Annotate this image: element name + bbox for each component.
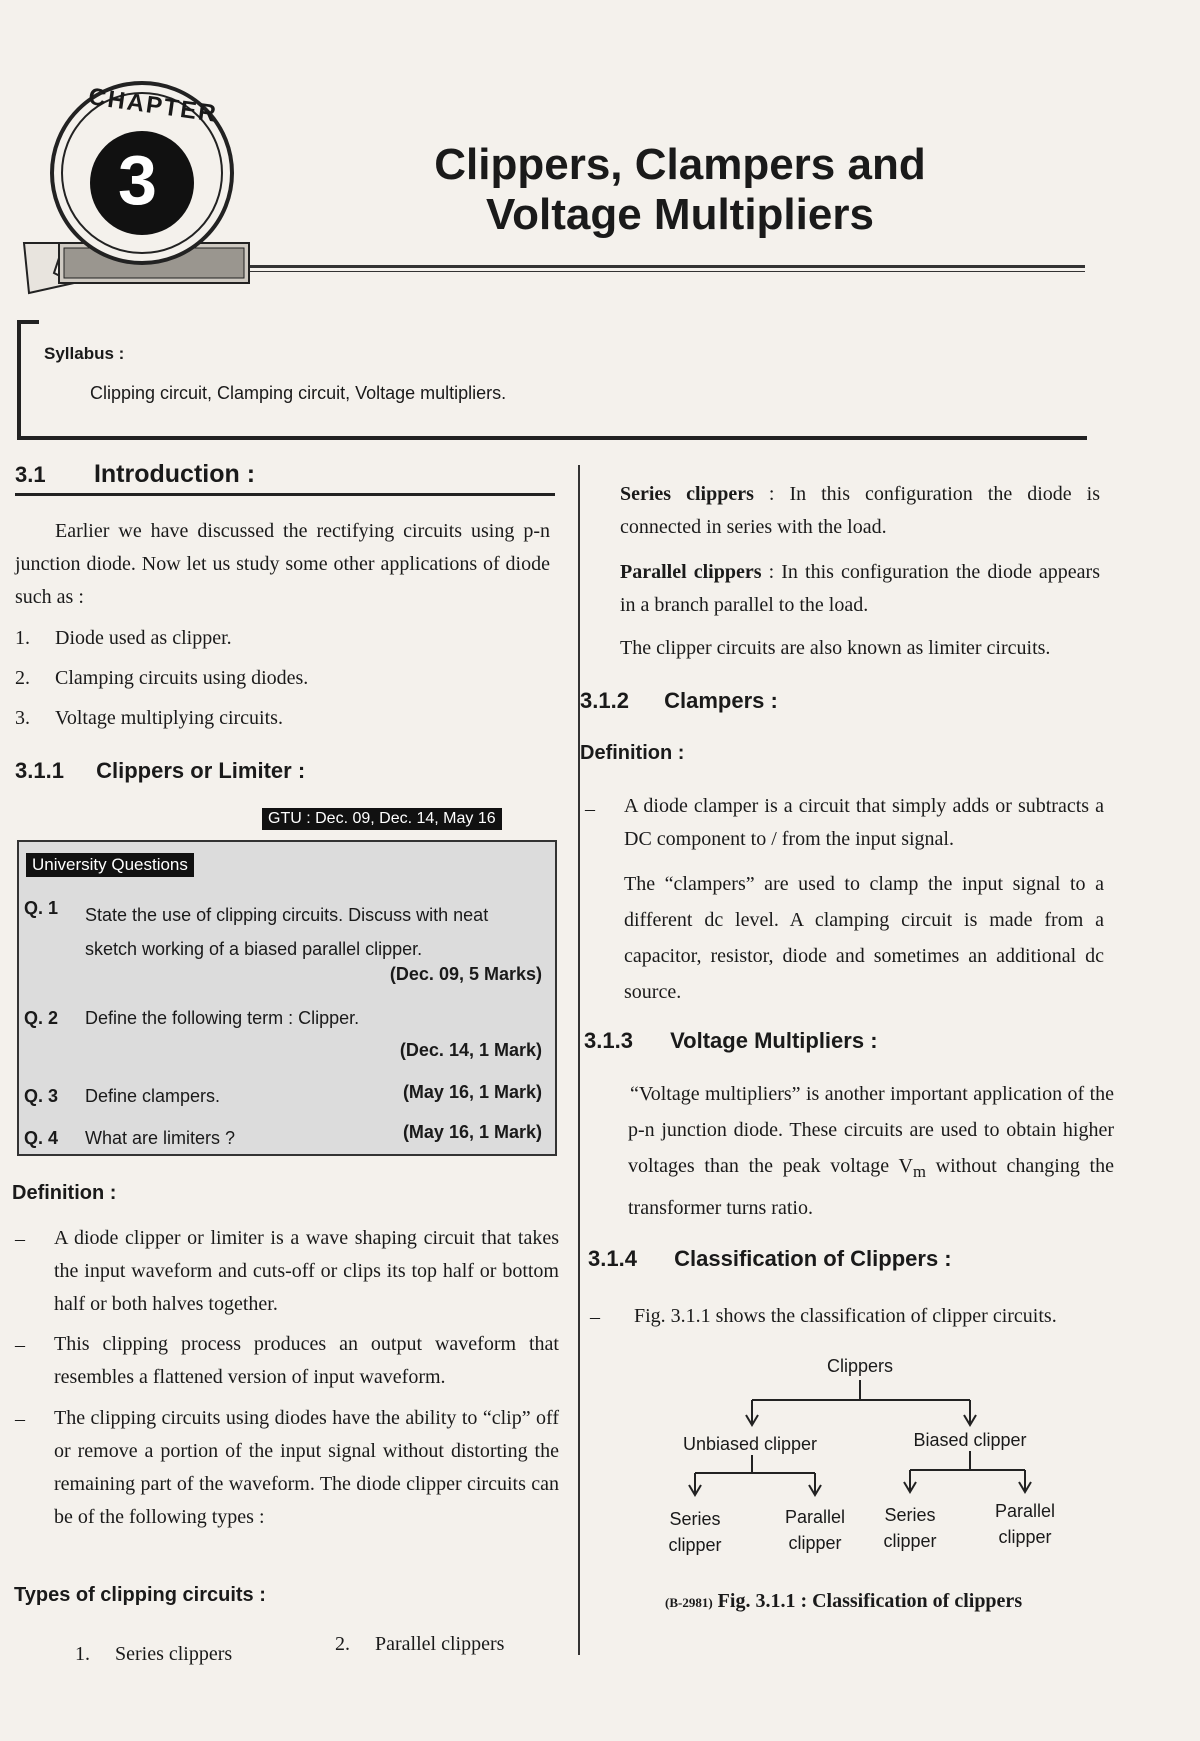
question-number: Q. 4 <box>24 1128 59 1148</box>
voltage-multiplier-paragraph: “Voltage multipliers” is another important application of the p-n junction diode. These circuits are used to obtain higher voltages than the peak voltage $V_m$ without changing the transformer turns ratio. <box>628 1083 1114 1219</box>
syllabus-box <box>17 320 1087 440</box>
section-title: Clampers : <box>664 688 778 713</box>
parallel-clippers-term: Parallel clippers <box>620 561 762 583</box>
types-item: 1. Series clippers <box>75 1643 233 1665</box>
tree-node-root: Clippers <box>826 1356 894 1376</box>
header-rule <box>250 265 1085 268</box>
tree-node-biased: Biased clipper <box>913 1430 1027 1450</box>
tree-leaf-series-biased: Series clipper <box>883 1505 937 1551</box>
tree-leaf-parallel-biased: Parallel clipper <box>994 1501 1056 1547</box>
tree-node-unbiased: Unbiased clipper <box>682 1434 818 1454</box>
section-number: 3.1.3 <box>584 1028 633 1053</box>
clamper-definition: A diode clamper is a circuit that simply adds or subtracts a DC component to / from the input signal. <box>624 795 1104 850</box>
dash-bullet: – <box>590 1306 600 1328</box>
figure-code: (B-2981) <box>665 1595 713 1610</box>
title-line-2: Voltage Multipliers <box>486 190 874 239</box>
section-number: 3.1.1 <box>15 758 64 783</box>
dash-bullet: – <box>15 1408 25 1430</box>
question-marks: (Dec. 14, 1 Mark) <box>399 1040 542 1060</box>
section-3-1-4-heading <box>588 1246 952 1272</box>
question-number: Q. 2 <box>24 1008 59 1028</box>
university-questions-box <box>17 840 557 1156</box>
figure-caption: (B-2981) Fig. 3.1.1 : Classification of clippers <box>665 1590 1023 1612</box>
series-clippers-term: Series clippers <box>620 483 754 505</box>
section-title: Introduction : <box>93 460 256 488</box>
definition-item: A diode clipper or limiter is a wave shaping circuit that takes the input waveform and cuts-off or clips its top half or bottom half or both halves together. <box>54 1227 559 1315</box>
question-number: Q. 1 <box>24 898 59 918</box>
definition-item: This clipping process produces an output waveform that resembles a flattened version of input waveform. <box>54 1333 559 1388</box>
dash-bullet: – <box>15 1334 25 1356</box>
section-3-1-3-heading <box>584 1028 878 1054</box>
types-label: Types of clipping circuits : <box>14 1584 266 1606</box>
series-clippers-para: Series clippers : In this configuration the diode is connected in series with the load. <box>620 483 1100 538</box>
title-line-1: Clippers, Clampers and <box>434 140 926 189</box>
clamper-paragraph: The “clampers” are used to clamp the input signal to a different dc level. A clamping circuit is made from a capacitor, resistor, diode and sometimes an additional dc source. <box>624 873 1104 1003</box>
syllabus-label: Syllabus : <box>44 344 125 363</box>
question-text: Define clampers. <box>85 1086 221 1106</box>
section-number: 3.1.4 <box>588 1246 637 1271</box>
section-number: 3.1 <box>15 462 46 487</box>
definition-label: Definition : <box>580 742 685 764</box>
question-marks: (Dec. 09, 5 Marks) <box>389 964 542 984</box>
column-divider <box>578 465 580 1655</box>
dash-bullet: – <box>15 1228 25 1250</box>
intro-paragraph: Earlier we have discussed the rectifying circuits using p-n junction diode. Now let us study some other applications of diode such as : <box>15 520 550 608</box>
chapter-number: 3 <box>118 141 157 219</box>
university-questions-label: University Questions <box>26 853 194 877</box>
gtu-tag: GTU : Dec. 09, Dec. 14, May 16 <box>262 808 502 830</box>
section-number: 3.1.2 <box>580 688 629 713</box>
definition-label: Definition : <box>12 1182 117 1204</box>
definition-item: The clipping circuits using diodes have the ability to “clip” off or remove a portion of the input signal without distorting the remaining part of the waveform. The diode clipper circuits can be of the following types : <box>54 1407 559 1528</box>
parallel-clippers-para: Parallel clippers : In this configuration the diode appears in a branch parallel to the load. <box>620 561 1100 616</box>
section-title: Classification of Clippers : <box>674 1246 952 1271</box>
section-title: Clippers or Limiter : <box>96 758 306 783</box>
tree-leaf-series-unbiased: Series clipper <box>668 1509 722 1555</box>
section-title: Voltage Multipliers : <box>670 1028 878 1053</box>
syllabus-text: Clipping circuit, Clamping circuit, Voltage multipliers. <box>90 383 507 403</box>
chapter-word: CHAPTER <box>86 83 220 128</box>
figure-reference: Fig. 3.1.1 shows the classification of clipper circuits. <box>634 1305 1057 1327</box>
limiter-note: The clipper circuits are also known as limiter circuits. <box>620 637 1051 659</box>
section-3-1-heading <box>15 460 555 496</box>
question-text: What are limiters ? <box>85 1128 236 1148</box>
intro-list <box>15 622 555 734</box>
header-rule-thin <box>250 271 1085 272</box>
list-item: 2. Clamping circuits using diodes. <box>15 667 309 689</box>
question-text: State the use of clipping circuits. Discuss with neat sketch working of a biased parallel clipper. <box>85 905 489 959</box>
dash-bullet: – <box>585 798 595 820</box>
question-marks: (May 16, 1 Mark) <box>402 1082 542 1102</box>
section-3-1-1-heading <box>15 758 305 784</box>
tree-leaf-parallel-unbiased: Parallel clipper <box>784 1507 846 1553</box>
list-item: 3. Voltage multiplying circuits. <box>15 707 283 729</box>
section-3-1-2-heading <box>580 688 778 714</box>
list-item: 1. Diode used as clipper. <box>15 627 232 649</box>
question-number: Q. 3 <box>24 1086 59 1106</box>
question-text: Define the following term : Clipper. <box>85 1008 360 1028</box>
types-item: 2. Parallel clippers <box>335 1633 505 1655</box>
chapter-title <box>380 140 980 240</box>
question-marks: (May 16, 1 Mark) <box>402 1122 542 1142</box>
